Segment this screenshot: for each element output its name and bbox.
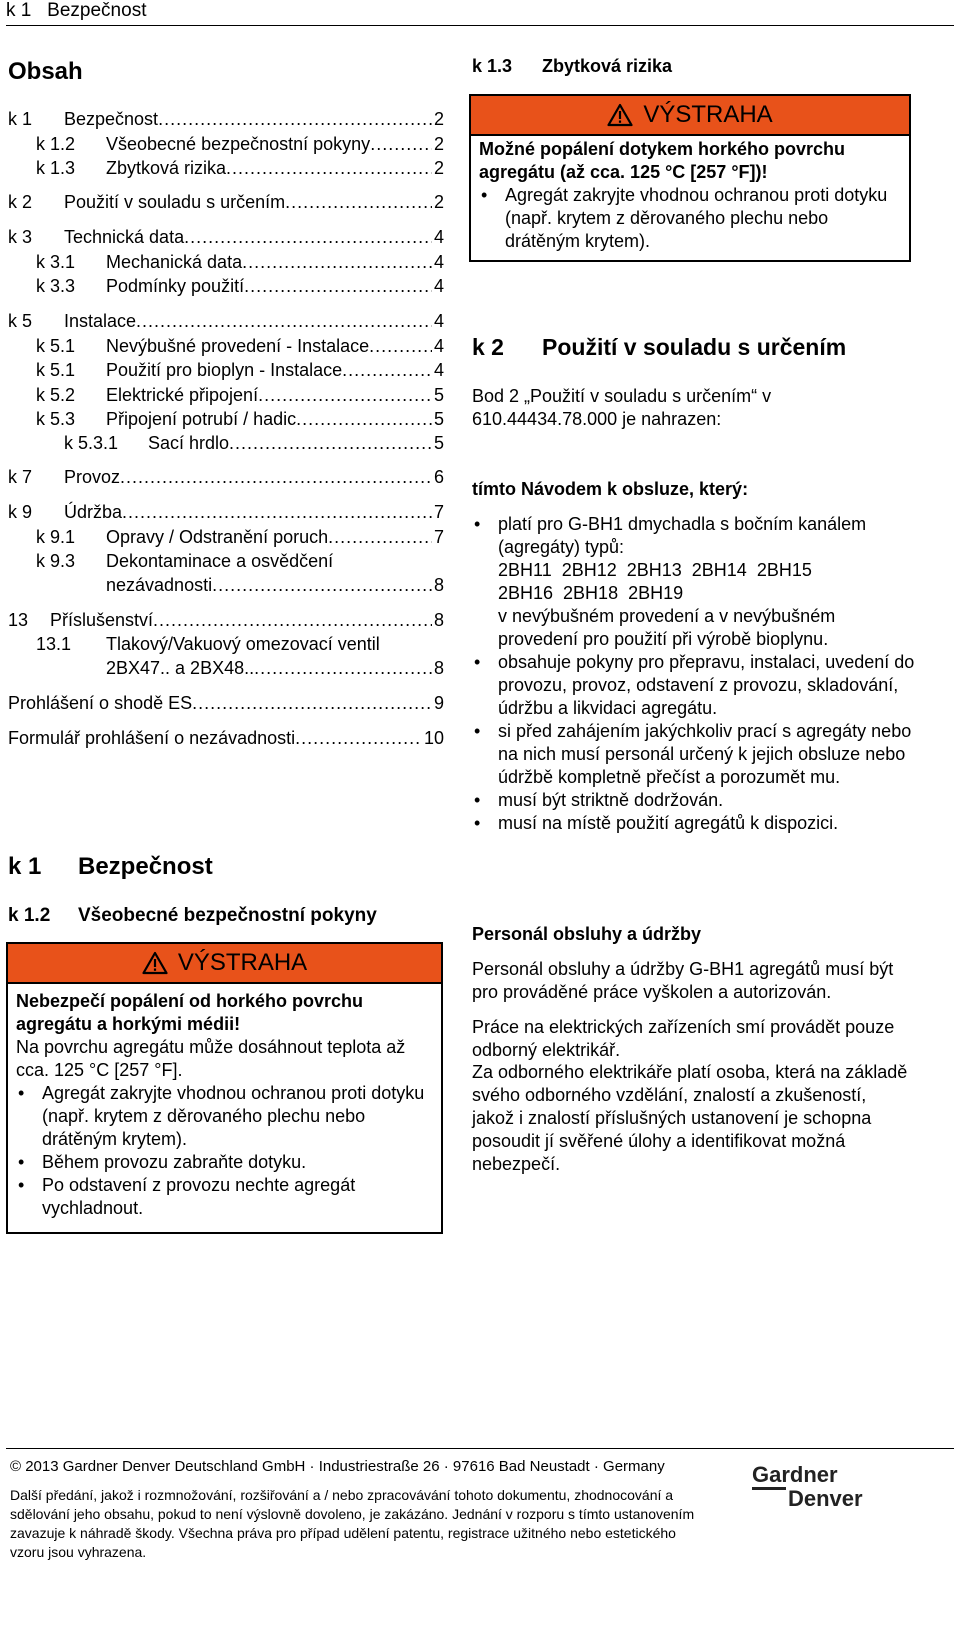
k2-subheading: tímto Návodem k obsluze, který: <box>472 479 749 499</box>
toc-entry[interactable] <box>8 727 444 751</box>
list-item: • musí na místě použití agregátů k dispozici. <box>472 812 917 835</box>
toc-entry[interactable] <box>36 408 444 432</box>
toc-entry[interactable] <box>36 526 444 550</box>
personnel-para-3: Za odborného elektrikáře platí osoba, která na základě svého odborného vzdělání, znalostí a zkušeností, jakož i znalostí příslušných ustanovení je schopna posoudit jí svěřené úlohy a identifikovat možná nebezpečí. <box>472 1062 908 1174</box>
warning-box-residual <box>469 94 911 262</box>
warning-label: VÝSTRAHA <box>643 101 773 128</box>
section-heading-k12 <box>8 905 377 927</box>
toc-leader-dots <box>136 310 432 332</box>
toc-entry-title: Opravy / Odstranění poruch <box>106 527 329 547</box>
toc-leader-dots <box>342 359 432 381</box>
toc-leader-dots <box>212 574 432 596</box>
toc-leader-dots <box>226 157 432 179</box>
warning-text: Na povrchu agregátu může dosáhnout teplota až cca. 125 °C [257 °F]. <box>16 1037 406 1080</box>
list-item: • Během provozu zabraňte dotyku. <box>16 1151 433 1174</box>
section-title: Všeobecné bezpečnostní pokyny <box>78 905 377 926</box>
section-heading-k1 <box>8 853 213 881</box>
toc-entry-number: 13 <box>8 610 29 630</box>
toc-entry-number: k 5.2 <box>36 385 76 405</box>
toc-entry-page: 6 <box>433 467 444 487</box>
logo-graphic <box>750 1462 900 1510</box>
toc-entry-title: Sací hrdlo <box>148 433 230 453</box>
warning-bold-text: Nebezpečí popálení od horkého povrchu agregátu a horkými médii! <box>16 991 364 1034</box>
toc-entry-title: Použití v souladu s určením <box>64 192 286 212</box>
toc-entry-title: Zbytková rizika <box>106 158 227 178</box>
warning-box-burn <box>6 942 443 1234</box>
section-number: k 1 <box>8 853 42 880</box>
list-item-line: 2BH16 2BH18 2BH19 <box>498 583 684 603</box>
toc-entry[interactable] <box>8 226 444 250</box>
toc-entry[interactable] <box>36 133 444 157</box>
toc-leader-dots <box>328 526 432 548</box>
toc-leader-dots <box>244 275 432 297</box>
toc-leader-dots <box>370 133 432 155</box>
toc-leader-dots <box>285 191 432 213</box>
footer-copyright: © 2013 Gardner Denver Deutschland GmbH · Industriestraße 26 · 97616 Bad Neustadt · Germany <box>10 1458 665 1475</box>
toc-entry-number: k 5.3 <box>36 409 76 429</box>
k2-intro: Bod 2 „Použití v souladu s určením“ v 610.44434.78.000 je nahrazen: <box>472 386 772 429</box>
section-heading-k13 <box>472 56 672 77</box>
toc-entry[interactable] <box>8 191 444 215</box>
toc-entry-title: 2BX47.. a 2BX48.. <box>106 658 255 678</box>
list-item: • obsahuje pokyny pro přepravu, instalaci, uvedení do provozu, provoz, odstavení z provozu, skladování, údržbu a likvidaci agregátu. <box>472 651 917 720</box>
section-number: k 2 <box>472 334 504 360</box>
toc-entry-number: 13.1 <box>36 634 72 654</box>
toc-entry[interactable] <box>106 657 444 681</box>
personnel-para-1: Personál obsluhy a údržby G-BH1 agregátů musí být pro prováděné práce vyškolen a autorizován. <box>472 959 894 1002</box>
toc-entry-title: Prohlášení o shodě ES <box>8 693 193 713</box>
toc-leader-dots <box>158 108 432 130</box>
toc-entry-number: k 2 <box>8 192 33 212</box>
footer-divider <box>6 1448 954 1449</box>
toc-leader-dots <box>296 408 432 430</box>
toc-entry[interactable] <box>106 574 444 598</box>
warning-bullets <box>479 184 901 253</box>
toc-entry[interactable] <box>36 157 444 181</box>
toc-entry-title: Nevýbušné provedení - Instalace <box>106 336 370 356</box>
k2-bullets <box>472 513 917 835</box>
toc-entry-page: 8 <box>433 658 444 678</box>
section-title: Zbytková rizika <box>542 56 673 76</box>
toc-entry-title: Instalace <box>64 311 137 331</box>
page-header: k 1 Bezpečnost <box>6 0 147 21</box>
toc-entry-number: k 3 <box>8 227 33 247</box>
toc-entry-page: 8 <box>433 575 444 595</box>
toc-leader-dots <box>153 609 432 631</box>
warning-bold-text: Možné popálení dotykem horkého povrchu agregátu (až cca. 125 °C [257 °F])! <box>479 139 846 182</box>
toc-entry-page: 10 <box>423 728 444 748</box>
toc-entry-title: Technická data <box>64 227 185 247</box>
toc-title: Obsah <box>8 58 83 85</box>
toc-entry[interactable] <box>36 251 444 275</box>
logo-line-1: Gardner <box>752 1462 838 1487</box>
toc-entry-number: k 9.3 <box>36 551 76 571</box>
toc-entry-page: 9 <box>433 693 444 713</box>
toc-entry-title: Podmínky použití <box>106 276 245 296</box>
section-number: k 1.2 <box>8 905 51 926</box>
section-title: Použití v souladu s určením <box>542 334 847 360</box>
toc-entry-number: k 5 <box>8 311 33 331</box>
toc-entry-number: k 3.3 <box>36 276 76 296</box>
section-title: Bezpečnost <box>78 853 213 880</box>
toc-leader-dots <box>242 251 432 273</box>
warning-bullets <box>16 1082 433 1220</box>
toc-entry[interactable] <box>8 609 444 633</box>
toc-leader-dots <box>184 226 432 248</box>
toc-entry-title: Formulář prohlášení o nezávadnosti <box>8 728 296 748</box>
toc-entry-title: Bezpečnost <box>64 109 159 129</box>
warning-label: VÝSTRAHA <box>177 949 308 976</box>
warning-header <box>471 96 909 136</box>
toc-entry-number: k 9 <box>8 502 33 522</box>
toc-entry-title-line: Tlakový/Vakuový omezovací ventil <box>106 634 380 654</box>
logo-line-2: Denver <box>788 1486 863 1510</box>
toc-entry-page: 4 <box>433 360 444 380</box>
list-item: • Agregát zakryjte vhodnou ochranou proti dotyku (např. krytem z děrovaného plechu nebo drátěným krytem). <box>479 184 901 253</box>
toc-entry-title: Použití pro bioplyn - Instalace <box>106 360 343 380</box>
toc-entry[interactable] <box>36 384 444 408</box>
warning-triangle-icon <box>142 951 168 975</box>
toc-entry-title: Údržba <box>64 502 123 522</box>
toc-leader-dots <box>258 384 432 406</box>
toc-entry[interactable] <box>8 692 444 716</box>
toc-leader-dots <box>122 501 432 523</box>
toc-entry[interactable] <box>36 275 444 299</box>
section-number: k 1.3 <box>472 56 513 76</box>
toc-entry-title: nezávadnosti <box>106 575 213 595</box>
toc-entry-page: 4 <box>433 276 444 296</box>
list-item: • si před zahájením jakýchkoliv prací s agregáty nebo na nich musí personál určený k jejich obsluze nebo údržbě kompletně přečíst a porozumět mu. <box>472 720 917 789</box>
personnel-heading: Personál obsluhy a údržby <box>472 924 702 944</box>
toc-entry[interactable] <box>8 108 444 132</box>
gardner-denver-logo <box>750 1462 900 1515</box>
header-divider <box>6 25 954 26</box>
toc-entry-title: Všeobecné bezpečnostní pokyny <box>106 134 371 154</box>
toc-entry-page: 4 <box>433 227 444 247</box>
warning-header <box>8 944 441 984</box>
list-item: • musí být striktně dodržován. <box>472 789 917 812</box>
list-item <box>472 513 917 651</box>
toc-entry[interactable] <box>8 466 444 490</box>
list-item-line: • platí pro G-BH1 dmychadla s bočním kanálem (agregáty) typů: <box>498 514 867 557</box>
personnel-para-2: Práce na elektrických zařízeních smí provádět pouze odborný elektrikář. <box>472 1017 895 1060</box>
warning-triangle-icon <box>607 103 633 127</box>
toc-entry-page: 2 <box>433 192 444 212</box>
toc-entry[interactable] <box>8 501 444 525</box>
toc-entry-page: 2 <box>433 158 444 178</box>
toc-entry-page: 7 <box>433 502 444 522</box>
toc-entry-title: Provoz <box>64 467 121 487</box>
toc-entry-page: 8 <box>433 610 444 630</box>
toc-leader-dots <box>369 335 432 357</box>
toc-entry-page: 7 <box>433 527 444 547</box>
list-item-line: 2BH11 2BH12 2BH13 2BH14 2BH15 <box>498 560 812 580</box>
toc-entry[interactable] <box>36 335 444 359</box>
toc-entry-number: k 1.2 <box>36 134 76 154</box>
list-item-line: v nevýbušném provedení a v nevýbušném provedení pro použití při výrobě bioplynu. <box>498 606 836 649</box>
toc-entry-page: 2 <box>433 134 444 154</box>
toc-entry-page: 4 <box>433 252 444 272</box>
section-heading-k2 <box>472 334 846 361</box>
toc-entry-title-line: Dekontaminace a osvědčení <box>106 551 334 571</box>
toc-entry-page: 5 <box>433 409 444 429</box>
toc-leader-dots <box>295 727 422 749</box>
list-item: • Agregát zakryjte vhodnou ochranou proti dotyku (např. krytem z děrovaného plechu nebo drátěným krytem). <box>16 1082 433 1151</box>
toc-leader-dots <box>192 692 432 714</box>
toc-entry[interactable] <box>36 359 444 383</box>
toc-entry-page: 2 <box>433 109 444 129</box>
toc-entry-title: Připojení potrubí / hadic <box>106 409 297 429</box>
toc-entry-number: k 5.3.1 <box>64 433 119 453</box>
toc-entry-number: k 5.1 <box>36 336 76 356</box>
footer-legal-text: Další předání, jakož i rozmnožování, rozšiřování a / nebo zpracovávání tohoto dokumentu, zhodnocování a sdělování jeho obsahu, pokud to není výslovně dovoleno, je zakázáno. Jednání v rozporu s tímto ustanovením zavazuje k náhradě škody. Všechna práva pro případ udělení patentu, registrace užitného nebo estetického vzoru jsou vyhrazena. <box>10 1487 695 1560</box>
toc-leader-dots <box>229 432 432 454</box>
toc-entry-page: 5 <box>433 385 444 405</box>
toc-entry[interactable] <box>64 432 444 456</box>
toc-entry-title: Elektrické připojení <box>106 385 259 405</box>
toc-entry[interactable] <box>8 310 444 334</box>
list-item: • Po odstavení z provozu nechte agregát vychladnout. <box>16 1174 433 1220</box>
toc-entry-page: 5 <box>433 433 444 453</box>
toc-entry-page: 4 <box>433 336 444 356</box>
toc-entry-number: k 5.1 <box>36 360 76 380</box>
toc-entry-number: k 1.3 <box>36 158 76 178</box>
toc-entry-number: k 9.1 <box>36 527 76 547</box>
toc-leader-dots <box>254 657 432 679</box>
toc-entry-number: k 1 <box>8 109 33 129</box>
toc-entry-title: Mechanická data <box>106 252 243 272</box>
toc-entry-number: k 3.1 <box>36 252 76 272</box>
toc-entry-page: 4 <box>433 311 444 331</box>
toc-entry-number: k 7 <box>8 467 33 487</box>
toc-entry-title: Příslušenství <box>50 610 154 630</box>
toc-leader-dots <box>120 466 432 488</box>
